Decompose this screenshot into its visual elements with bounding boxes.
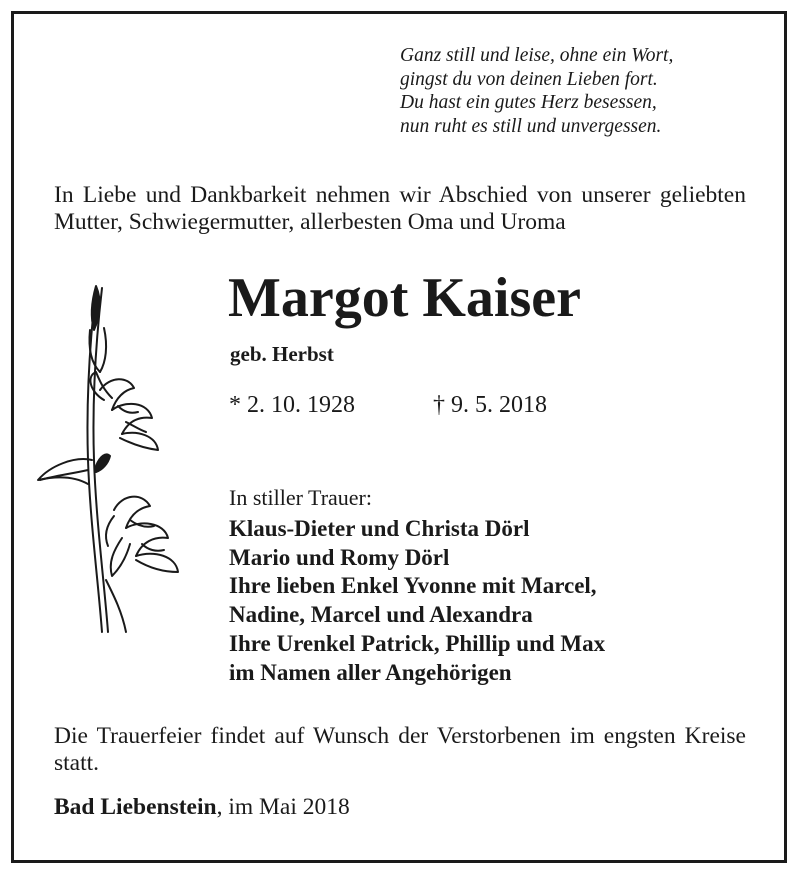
death-date: † 9. 5. 2018 [433, 392, 547, 418]
mourner-line: Klaus-Dieter und Christa Dörl [229, 516, 530, 541]
poem-line: Du hast ein gutes Herz besessen, [400, 92, 657, 113]
funeral-note: Die Trauerfeier findet auf Wunsch der Verstorbenen im engsten Kreise statt. [54, 723, 746, 776]
deceased-name: Margot Kaiser [228, 267, 581, 329]
closing-line [54, 794, 350, 821]
mourner-line: im Namen aller Angehörigen [229, 659, 512, 685]
intro-text: In Liebe und Dankbarkeit nehmen wir Abschied von unserer geliebten Mutter, Schwiegermutter, allerbesten Oma und Uroma [54, 182, 746, 235]
mourners-label: In stiller Trauer: [229, 485, 372, 510]
mourner-line: Ihre lieben Enkel Yvonne mit Marcel, [229, 573, 597, 599]
mourners-list [229, 515, 709, 687]
poem-line: nun ruht es still und unvergessen. [400, 115, 662, 137]
mourner-line: Mario und Romy Dörl [229, 544, 450, 570]
poem-line: gingst du von deinen Lieben fort. [400, 68, 658, 90]
mourner-line: Ihre Urenkel Patrick, Phillip und Max [229, 630, 606, 656]
poem-line: Ganz still und leise, ohne ein Wort, [400, 45, 674, 66]
iris-flower-icon [30, 280, 200, 640]
mourner-line: Nadine, Marcel und Alexandra [229, 602, 533, 628]
birth-date: * 2. 10. 1928 [229, 392, 355, 418]
poem [400, 44, 760, 138]
closing-date: , im Mai 2018 [216, 794, 350, 820]
closing-place: Bad Liebenstein [54, 794, 217, 820]
maiden-name: geb. Herbst [230, 342, 334, 366]
